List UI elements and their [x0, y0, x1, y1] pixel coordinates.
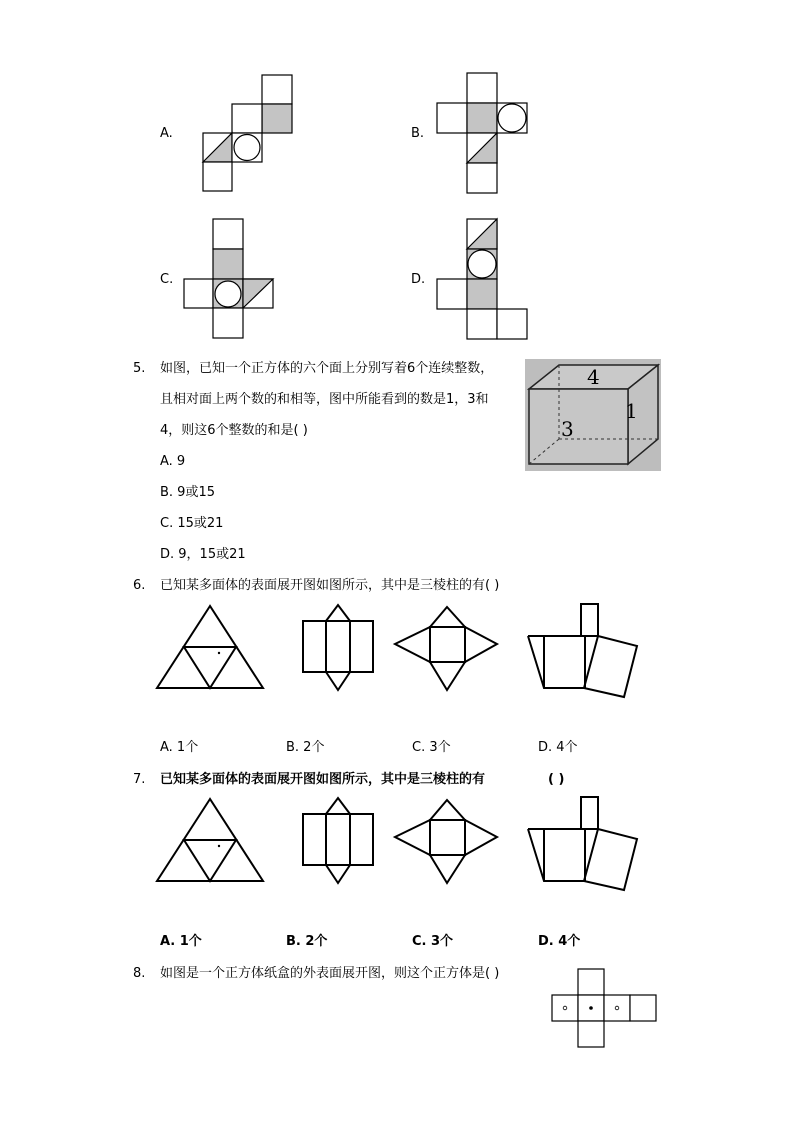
q8-text: 如图是一个正方体纸盒的外表面展开图，则这个正方体是( )	[160, 966, 500, 981]
q5-text-line1: 如图，已知一个正方体的六个面上分别写着6个连续整数，	[160, 361, 494, 376]
q5-text-line3: 4，则这6个整数的和是( )	[160, 423, 308, 438]
q7-option-a: A. 1个	[160, 934, 202, 949]
q6-option-a: A. 1个	[160, 740, 199, 755]
q7-option-c: C. 3个	[412, 934, 454, 949]
q6-option-d: D. 4个	[538, 740, 578, 755]
q7-text: 已知某多面体的表面展开图如图所示，其中是三棱柱的有	[160, 772, 486, 787]
q6-option-b: B. 2个	[286, 740, 325, 755]
q5-option-d: D. 9，15或21	[160, 547, 246, 562]
q5-text-line2: 且相对面上两个数的和相等，图中所能看到的数是1，3和	[160, 392, 489, 407]
q5-option-b: B. 9或15	[160, 485, 215, 500]
q7-option-d: D. 4个	[538, 934, 581, 949]
q5-option-c: C. 15或21	[160, 516, 224, 531]
q7-option-b: B. 2个	[286, 934, 328, 949]
option-label-b: B.	[411, 126, 425, 141]
cube-face-label-side: 1	[625, 399, 638, 423]
option-label-c: C.	[160, 272, 174, 287]
q5-option-a: A. 9	[160, 454, 186, 469]
cube-face-label-top: 4	[587, 365, 600, 389]
q7-number: 7.	[133, 772, 146, 787]
q6-text: 已知某多面体的表面展开图如图所示，其中是三棱柱的有( )	[160, 578, 500, 593]
q7-paren: ( )	[548, 772, 565, 787]
cube-face-label-front: 3	[561, 417, 574, 441]
q6-number: 6.	[133, 578, 146, 593]
q5-number: 5.	[133, 361, 146, 376]
cube-image	[525, 359, 661, 471]
option-label-a: A.	[160, 126, 173, 141]
option-label-d: D.	[411, 272, 426, 287]
q8-number: 8.	[133, 966, 146, 981]
q6-option-c: C. 3个	[412, 740, 451, 755]
